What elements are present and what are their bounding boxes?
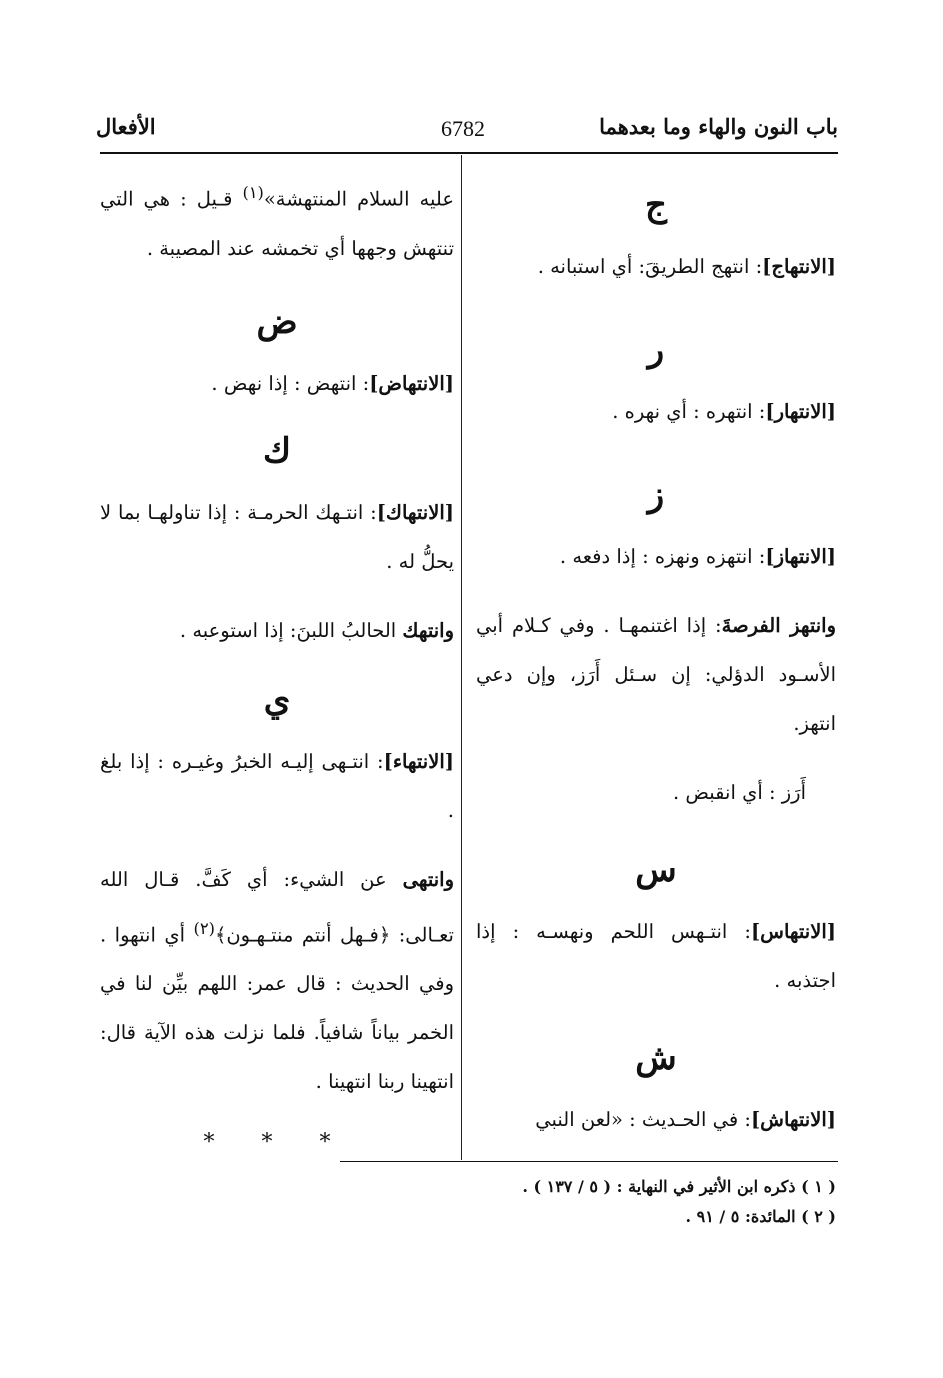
entry-headword: [الانتهاء] — [383, 749, 454, 773]
entry-intihar — [476, 387, 836, 436]
entry-headword: [الانتهاز] — [765, 545, 836, 568]
footnote-marker: (١) — [242, 183, 264, 202]
entry-intihak — [100, 488, 454, 586]
section-title: الأفعال — [96, 114, 156, 139]
entry-intihak-laban — [100, 606, 454, 655]
header-rule — [100, 152, 838, 154]
entry-intiha-an — [100, 855, 454, 1107]
entry-headword: وانتهى — [402, 867, 454, 891]
letter-heading-dad: ض — [256, 301, 298, 342]
entry-intihas — [476, 907, 836, 1005]
entry-intiha — [100, 737, 454, 835]
letter-heading-kaf: ك — [262, 430, 292, 471]
right-column — [476, 168, 836, 1144]
entry-intihash — [476, 1095, 836, 1144]
footnote-2: ( ٢ ) المائدة: ٥ / ٩١ . — [685, 1207, 836, 1226]
letter-heading-shin: ش — [635, 1038, 677, 1078]
entry-intihaz — [476, 532, 836, 581]
entry-text: : انتهره : أي نهره . — [612, 400, 766, 423]
entry-intihaz-forsa — [476, 601, 836, 748]
entry-text: : انتهج الطريقَ: أي استبانه . — [537, 255, 763, 278]
page-number: 6782 — [441, 116, 485, 141]
entry-text: : انتهزه ونهزه : إذا دفعه . — [559, 545, 766, 568]
entry-intihaj — [476, 242, 836, 291]
entry-text: : انتـهك الحرمـة : إذا تناولهـا بما لا يحلُّ له . — [100, 500, 454, 573]
column-divider — [461, 155, 462, 1160]
entry-intihad — [100, 359, 454, 408]
section-end-stars: * * * — [203, 1130, 351, 1155]
letter-heading-ya: ي — [263, 679, 291, 720]
letter-heading-sin: س — [635, 850, 677, 890]
letter-heading-ra: ر — [647, 330, 665, 370]
entry-text: أَرَز : أي انقبض . — [673, 781, 806, 804]
chapter-title: باب النون والهاء وما بعدهما — [599, 114, 838, 139]
page-header — [96, 112, 838, 152]
left-column — [100, 168, 454, 1167]
letter-heading-jim: ج — [645, 185, 667, 225]
entry-text: : في الحـديث : «لعن النبي — [535, 1108, 751, 1131]
entry-headword: [الانتهاج] — [762, 255, 836, 278]
entry-headword: وانتهز الفرصةَ — [721, 614, 836, 637]
entry-text: أي انتهوا . وفي الحديث : قال عمر: اللهم بيِّن لنا في الخمر بياناً شافياً. فلما نزلت هذه الآية قال: انتهينا ربنا انتهينا . — [100, 923, 454, 1093]
entry-text: : إذا اغتنمهـا . وفي كـلام أبي الأسـود الدؤلي: إن سـئل أَرَز، وإن دعي انتهز. — [476, 614, 836, 735]
letter-heading-zay: ز — [647, 475, 665, 515]
footnotes — [340, 1172, 836, 1232]
footnote-marker: (٢) — [193, 918, 215, 938]
entry-headword: [الانتهار] — [765, 400, 836, 423]
entry-text: : انتـهس اللحم ونهسـه : إذا اجتذبه . — [476, 920, 836, 992]
entry-headword: [الانتهاس] — [750, 920, 836, 943]
entry-text: عن الشيء: أي كَفَّ. قـال الله تعـالى: ﴿فـهل أنتم منتـهـون﴾ — [100, 867, 454, 946]
entry-headword: [الانتهاش] — [750, 1108, 836, 1131]
footnote-1: ( ١ ) ذكره ابن الأثير في النهاية : ( ٥ / ١٣٧ ) . — [522, 1177, 836, 1196]
entry-text: عليه السلام المنتهشة» — [263, 187, 454, 211]
entry-text: قـيل : هي التي تنتهش وجهها أي تخمشه عند المصيبة . — [100, 187, 454, 260]
entry-text: : انتهض : إذا نهض . — [211, 371, 370, 395]
entry-headword: وانتهك — [402, 618, 454, 642]
entry-headword: [الانتهاك] — [376, 500, 454, 524]
entry-intihash-continued — [100, 168, 454, 273]
entry-araz — [476, 768, 836, 817]
entry-text: : انتـهى إليـه الخبرُ وغيـره : إذا بلغ . — [100, 749, 454, 822]
entry-text: الحالبُ اللبنَ: إذا استوعبه . — [179, 618, 403, 642]
entry-headword: [الانتهاض] — [369, 371, 454, 395]
footnote-rule — [340, 1161, 838, 1162]
